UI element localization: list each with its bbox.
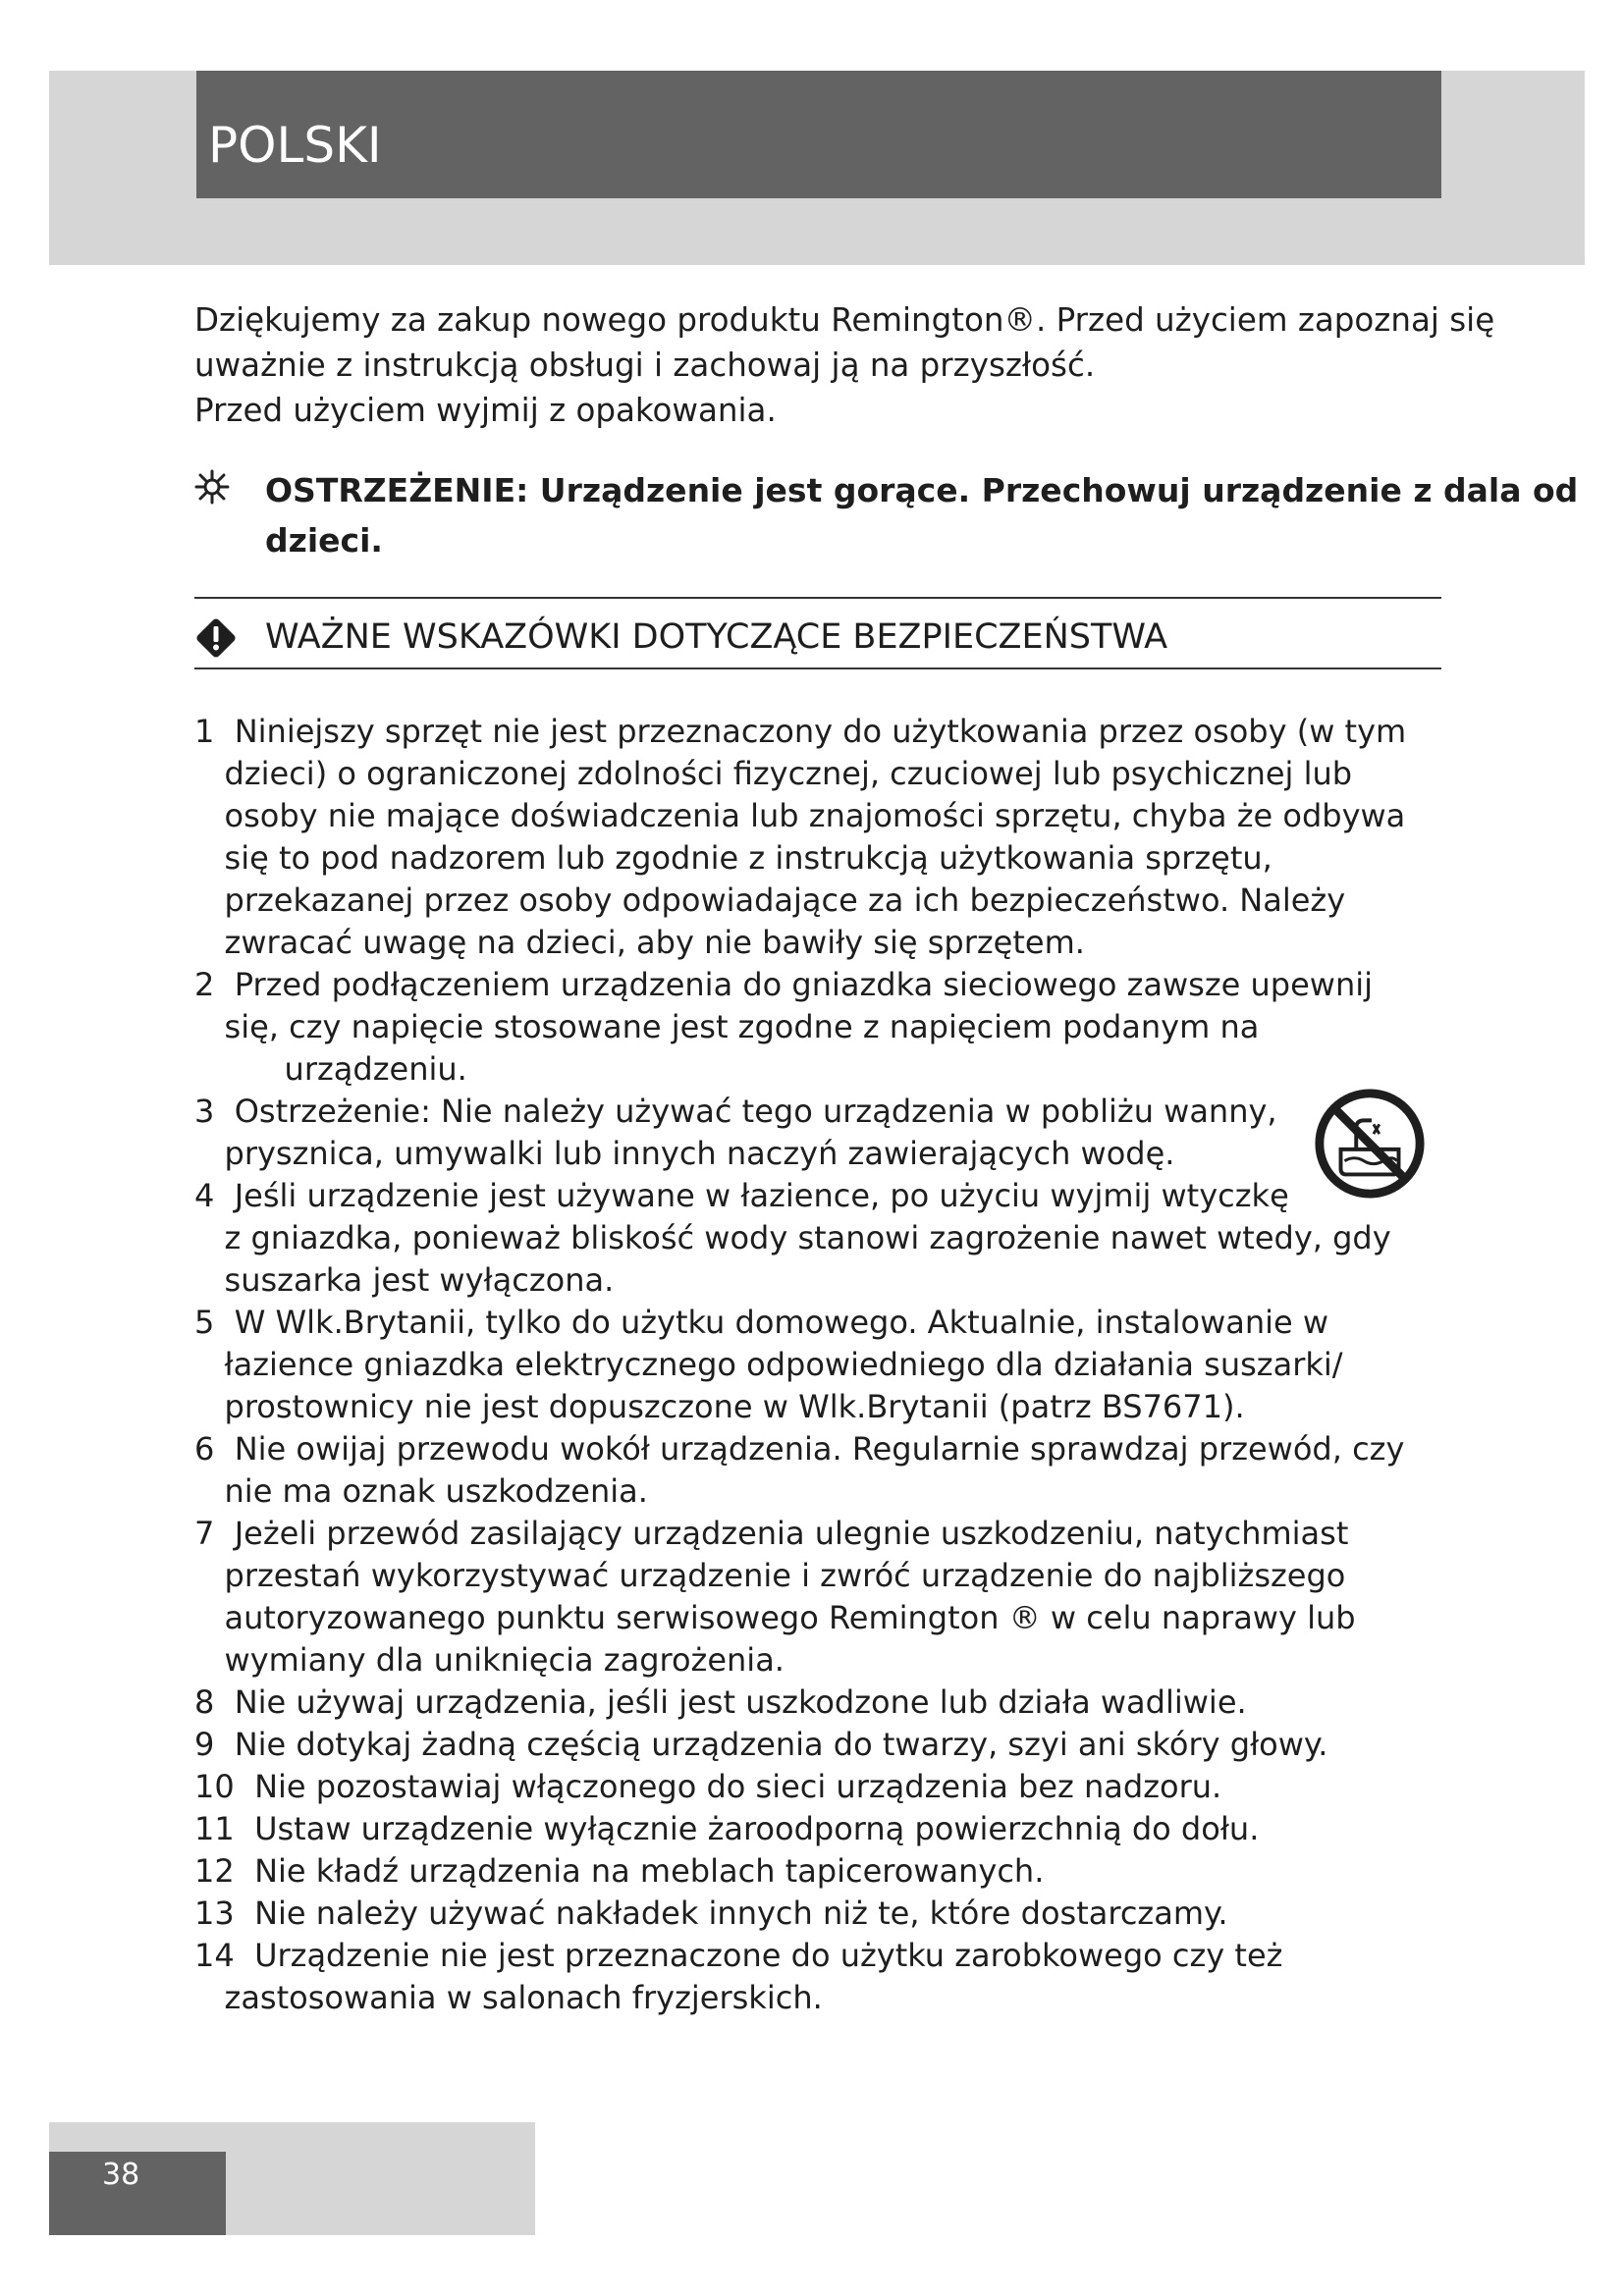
list-item: dzieci) o ograniczonej zdolności fizycznej, czuciowej lub psychicznej lub — [194, 755, 1353, 792]
list-item: urządzeniu. — [194, 1050, 467, 1088]
list-item: 3 Ostrzeżenie: Nie należy używać tego urządzenia w pobliżu wanny, — [194, 1093, 1277, 1130]
list-item: 10 Nie pozostawiaj włączonego do sieci urządzenia bez nadzoru. — [194, 1768, 1222, 1805]
list-item: z gniazdka, ponieważ bliskość wody stanowi zagrożenie nawet wtedy, gdy — [194, 1219, 1391, 1256]
list-item: przestań wykorzystywać urządzenie i zwróć urządzenie do najbliższego — [194, 1557, 1346, 1594]
list-item: się to pod nadzorem lub zgodnie z instrukcją użytkowania sprzętu, — [194, 839, 1272, 877]
warning-line: dzieci. — [265, 521, 383, 560]
section-divider-bottom — [194, 667, 1441, 669]
list-item: 5 W Wlk.Brytanii, tylko do użytku domowego. Aktualnie, instalowanie w — [194, 1304, 1329, 1341]
list-item: prysznica, umywalki lub innych naczyń zawierających wodę. — [194, 1135, 1175, 1172]
list-item: 4 Jeśli urządzenie jest używane w łazience, po użyciu wyjmij wtyczkę — [194, 1177, 1289, 1214]
list-item: 14 Urządzenie nie jest przeznaczone do użytku zarobkowego czy też — [194, 1937, 1283, 1974]
list-item: osoby nie mające doświadczenia lub znajomości sprzętu, chyba że odbywa — [194, 797, 1406, 834]
list-item: autoryzowanego punktu serwisowego Remington ® w celu naprawy lub — [194, 1599, 1356, 1636]
safety-section-title: WAŻNE WSKAZÓWKI DOTYCZĄCE BEZPIECZEŃSTWA — [265, 617, 1168, 657]
page-number: 38 — [102, 2158, 140, 2192]
exclamation-diamond-icon — [194, 616, 238, 660]
heat-warning-icon — [194, 469, 230, 505]
intro-text — [194, 297, 1495, 433]
list-item: 9 Nie dotykaj żadną częścią urządzenia do twarzy, szyi ani skóry głowy. — [194, 1726, 1328, 1763]
intro-line: Przed użyciem wyjmij z opakowania. — [194, 392, 777, 429]
list-item: zwracać uwagę na dzieci, aby nie bawiły się sprzętem. — [194, 924, 1085, 961]
list-item: 13 Nie należy używać nakładek innych niż te, które dostarczamy. — [194, 1895, 1228, 1932]
list-item: 12 Nie kładź urządzenia na meblach tapicerowanych. — [194, 1852, 1045, 1890]
list-item: 7 Jeżeli przewód zasilający urządzenia ulegnie uszkodzeniu, natychmiast — [194, 1515, 1349, 1552]
list-item: suszarka jest wyłączona. — [194, 1261, 615, 1299]
safety-instructions-list — [194, 711, 1471, 2019]
list-item: przekazanej przez osoby odpowiadające za ich bezpieczeństwo. Należy — [194, 881, 1346, 919]
list-item: 11 Ustaw urządzenie wyłącznie żaroodporną powierzchnią do dołu. — [194, 1810, 1260, 1847]
warning-notice — [265, 465, 1579, 565]
list-item: zastosowania w salonach fryzjerskich. — [194, 1979, 823, 2016]
no-water-bath-icon — [1312, 1086, 1428, 1201]
list-item: nie ma oznak uszkodzenia. — [194, 1472, 648, 1510]
header-box — [196, 71, 1441, 198]
intro-line: uważnie z instrukcją obsługi i zachowaj ją na przyszłość. — [194, 347, 1096, 384]
page-title: POLSKI — [208, 117, 382, 174]
list-item: 2 Przed podłączeniem urządzenia do gniazdka sieciowego zawsze upewnij — [194, 966, 1374, 1003]
section-divider-top — [194, 597, 1441, 599]
intro-line: Dziękujemy za zakup nowego produktu Remington®. Przed użyciem zapoznaj się — [194, 301, 1495, 339]
warning-line: OSTRZEŻENIE: Urządzenie jest gorące. Przechowuj urządzenie z dala od — [265, 471, 1579, 509]
list-item: prostownicy nie jest dopuszczone w Wlk.Brytanii (patrz BS7671). — [194, 1388, 1245, 1425]
list-item: 8 Nie używaj urządzenia, jeśli jest uszkodzone lub działa wadliwie. — [194, 1683, 1247, 1721]
list-item: 6 Nie owijaj przewodu wokół urządzenia. Regularnie sprawdzaj przewód, czy — [194, 1430, 1405, 1468]
list-item: się, czy napięcie stosowane jest zgodne z napięciem podanym na — [194, 1008, 1260, 1045]
list-item: 1 Niniejszy sprzęt nie jest przeznaczony do użytkowania przez osoby (w tym — [194, 713, 1407, 750]
list-item: łazience gniazdka elektrycznego odpowiedniego dla działania suszarki/ — [194, 1346, 1343, 1383]
list-item: wymiany dla uniknięcia zagrożenia. — [194, 1641, 785, 1679]
